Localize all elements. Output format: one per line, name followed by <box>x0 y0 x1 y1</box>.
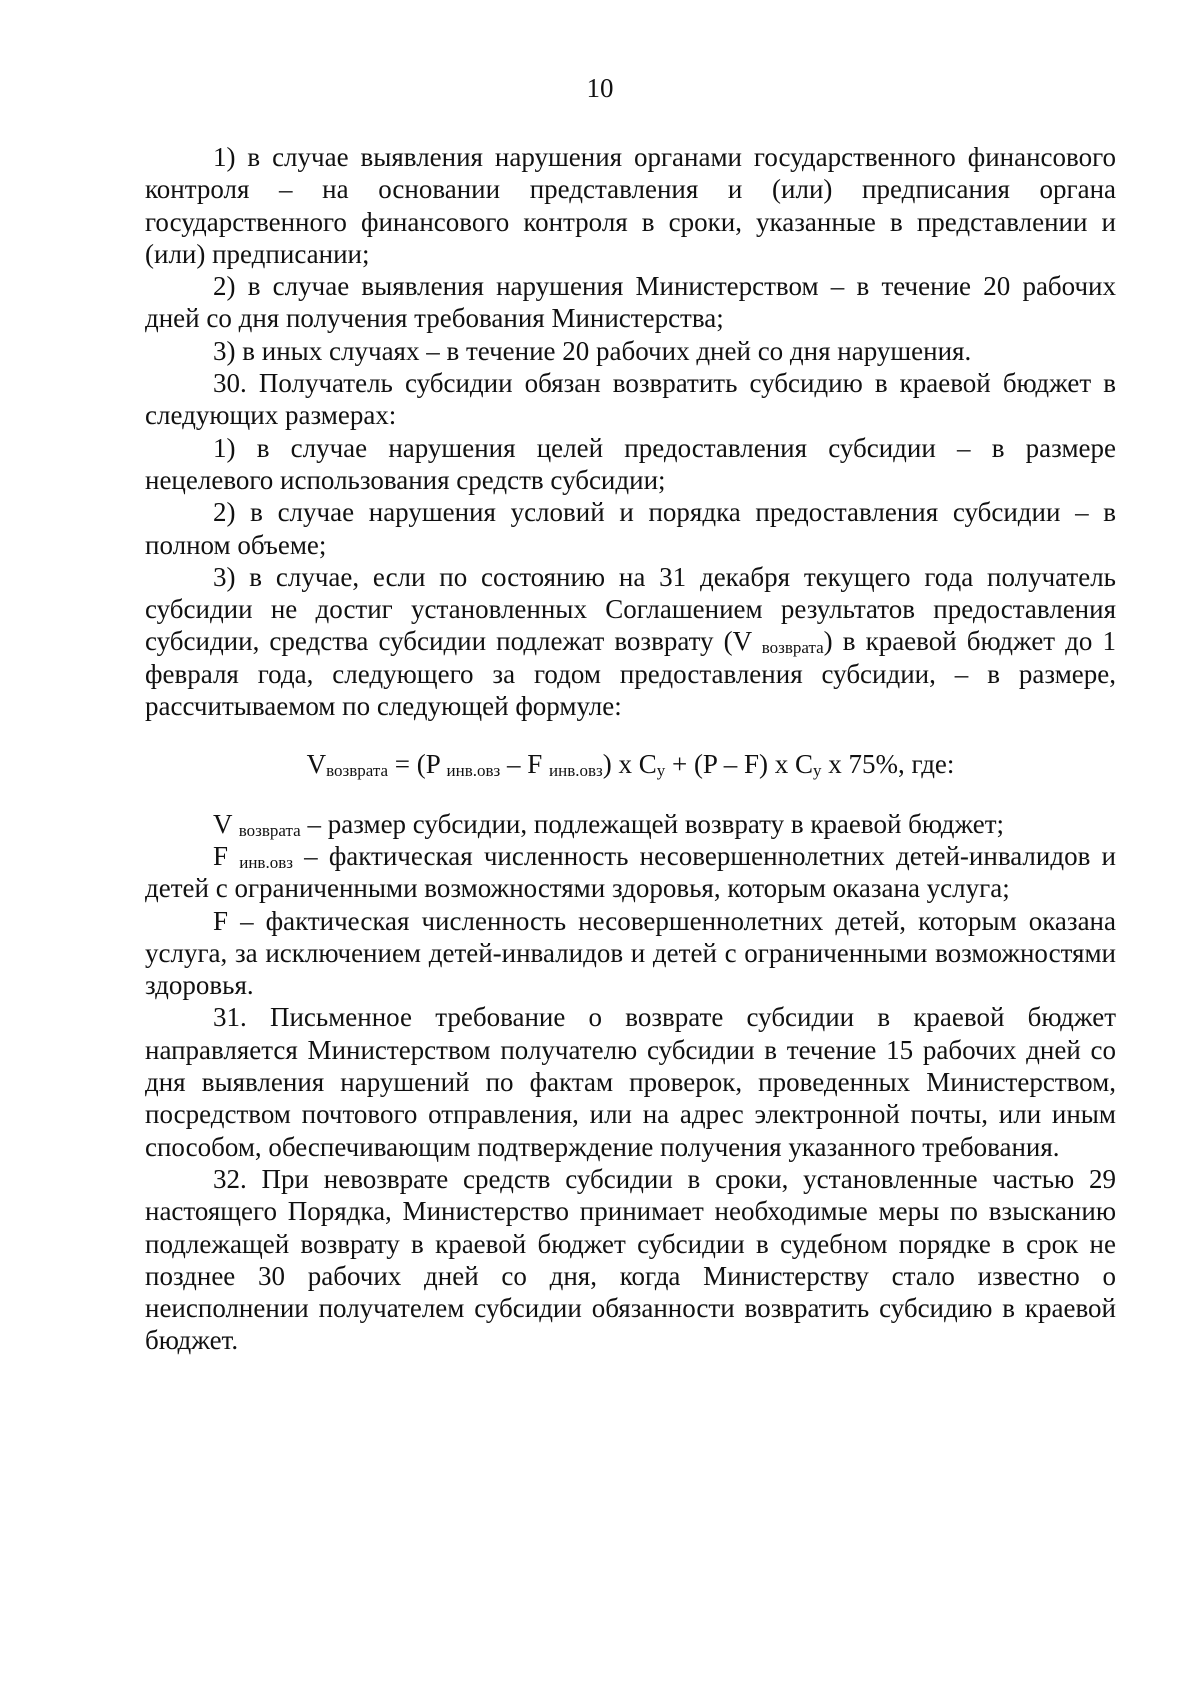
definition-v-refund <box>145 808 1116 840</box>
formula-part: = (P <box>388 749 447 780</box>
definition-text: – размер субсидии, подлежащей возврату в краевой бюджет; <box>300 808 1005 839</box>
definition-subscript: инв.овз <box>239 852 293 872</box>
paragraph-term-2: 2) в случае выявления нарушения Министерством – в течение 20 рабочих дней со дня получения требования Министерства; <box>145 271 1116 334</box>
definition-f-total: F – фактическая численность несовершеннолетних детей, которым оказана услуга, за исключением детей-инвалидов и детей с ограниченными возможностями здоровья. <box>145 905 1116 1001</box>
formula-subscript: инв.овз <box>549 761 603 781</box>
definition-subscript: возврата <box>238 820 301 840</box>
page-number: 10 <box>586 73 614 103</box>
formula-part: ) х C <box>602 749 657 780</box>
formula-part: + (P – F) х C <box>665 749 813 780</box>
formula-subscript: у <box>656 761 666 781</box>
definition-text: – фактическая численность несовершеннолетних детей-инвалидов и детей с ограниченными возможностями здоровья, которым оказана услуга; <box>145 840 1116 904</box>
paragraph-30-item-2: 2) в случае нарушения условий и порядка предоставления субсидии – в полном объеме; <box>145 497 1116 560</box>
formula-part: V <box>306 749 327 780</box>
paragraph-32: 32. При невозврате средств субсидии в сроки, установленные частью 29 настоящего Порядка, Министерство принимает необходимые меры по взысканию подлежащей возврату в краевой бюджет субсидии в судебном порядке в срок не позднее 30 рабочих дней со дня, когда Министерству стало известно о неисполнении получателем субсидии обязанности возвратить субсидию в краевой бюджет. <box>145 1163 1116 1356</box>
formula-part: х 75%, где: <box>821 749 955 780</box>
formula-subscript: инв.овз <box>446 761 501 781</box>
item-3-subscript: возврата <box>761 638 824 658</box>
paragraph-30-item-1: 1) в случае нарушения целей предоставления субсидии – в размере нецелевого использования средств субсидии; <box>145 432 1116 495</box>
paragraph-30: 30. Получатель субсидии обязан возвратить субсидию в краевой бюджет в следующих размерах: <box>145 368 1116 431</box>
paragraph-31: 31. Письменное требование о возврате субсидии в краевой бюджет направляется Министерством получателю субсидии в течение 15 рабочих дней со дня выявления нарушений по фактам проверок, проведенных Министерством, посредством почтового отправления, или на адрес электронной почты, или иным способом, обеспечивающим подтверждение получения указанного требования. <box>145 1002 1116 1162</box>
definition-symbol: F <box>213 840 240 871</box>
definition-symbol: V <box>213 808 239 839</box>
item-3-text-start: 3) в случае, если по состоянию на 31 декабря текущего года получатель субсидии не достиг установленных Соглашением результатов предоставления субсидии, средства субсидии подлежат возврату (V <box>145 561 1116 657</box>
definition-f-disabled <box>145 840 1116 905</box>
formula-part: – F <box>500 749 549 780</box>
formula-subscript: у <box>812 761 822 781</box>
paragraph-30-item-3 <box>145 561 1116 722</box>
formula-subscript: возврата <box>326 761 389 781</box>
document-body <box>145 141 1116 1357</box>
item-3-text-end: ) в краевой бюджет до 1 февраля года, следующего за годом предоставления субсидии, – в размере, рассчитываемом по следующей формуле: <box>145 626 1117 722</box>
paragraph-term-3: 3) в иных случаях – в течение 20 рабочих дней со дня нарушения. <box>213 335 972 366</box>
refund-formula <box>145 748 1116 780</box>
paragraph-term-1: 1) в случае выявления нарушения органами государственного финансового контроля – на основании представления и (или) предписания органа государственного финансового контроля в сроки, указанные в представлении и (или) предписании; <box>145 142 1116 269</box>
